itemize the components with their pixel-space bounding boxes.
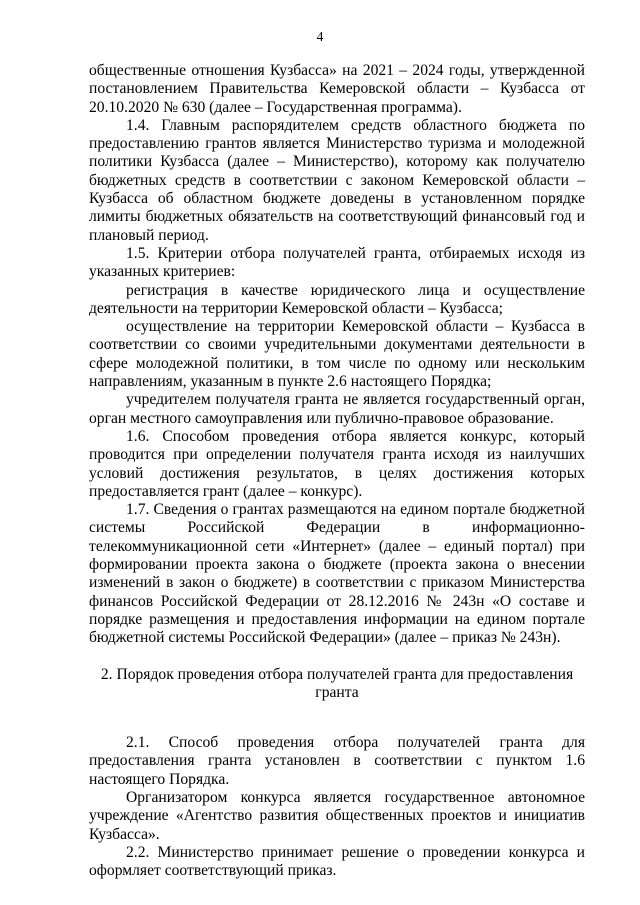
- page-number: 4: [316, 29, 324, 44]
- paragraph-1-6: 1.6. Способом проведения отбора является конкурс, который проводится при определении получателя гранта исходя из наилучших условий достижения результатов, в целях достижения которых предоставляется грант (далее – конкурс).: [89, 427, 585, 500]
- section-heading: 2. Порядок проведения отбора получателей гранта для предоставления гранта: [100, 665, 574, 701]
- paragraph-1-4: 1.4. Главным распорядителем средств областного бюджета по предоставлению грантов является Министерство туризма и молодежной политики Кузбасса (далее – Министерство), которому как получателю бюджетных средств в соответствии с законом Кемеровской области – Кузбасса об областном бюджете доведены в установленном порядке лимиты бюджетных обязательств на соответствующий финансовый год и плановый период.: [89, 116, 585, 244]
- criterion-activity: осуществление на территории Кемеровской области – Кузбасса в соответствии со своими учредительными документами деятельности в сфере молодежной политики, в том числе по одному или нескольким направлениям, указанным в пункте 2.6 настоящего Порядка;: [89, 318, 585, 391]
- criterion-founder: учредителем получателя гранта не является государственный орган, орган местного самоуправления или публично-правовое образование.: [89, 391, 585, 427]
- paragraph-continuation: общественные отношения Кузбасса» на 2021 – 2024 годы, утвержденной постановлением Правительства Кемеровской области – Кузбасса от 20.10.2020 № 630 (далее – Государственная программа).: [89, 62, 585, 116]
- criterion-registration: регистрация в качестве юридического лица и осуществление деятельности на территории Кемеровской области – Кузбасса;: [89, 281, 585, 317]
- paragraph-1-7: 1.7. Сведения о грантах размещаются на едином портале бюджетной системы Российской Федерации в информационно-телекоммуникационной сети «Интернет» (далее – единый портал) при формировании проекта закона о бюджете (проекта закона о внесении изменений в закон о бюджете) в соответствии с приказом Министерства финансов Российской Федерации от 28.12.2016 № 243н «О составе и порядке размещения и предоставления информации на едином портале бюджетной системы Российской Федерации» (далее – приказ № 243н).: [89, 501, 585, 647]
- paragraph-organizer: Организатором конкурса является государственное автономное учреждение «Агентство развития общественных проектов и инициатив Кузбасса».: [89, 788, 585, 843]
- document-body: [89, 62, 585, 880]
- paragraph-1-5: 1.5. Критерии отбора получателей гранта, отбираемых исходя из указанных критериев:: [89, 244, 585, 281]
- paragraph-2-2: 2.2. Министерство принимает решение о проведении конкурса и оформляет соответствующий приказ.: [89, 843, 585, 880]
- paragraph-2-1: 2.1. Способ проведения отбора получателей гранта для предоставления гранта установлен в соответствии с пунктом 1.6 настоящего Порядка.: [89, 734, 585, 788]
